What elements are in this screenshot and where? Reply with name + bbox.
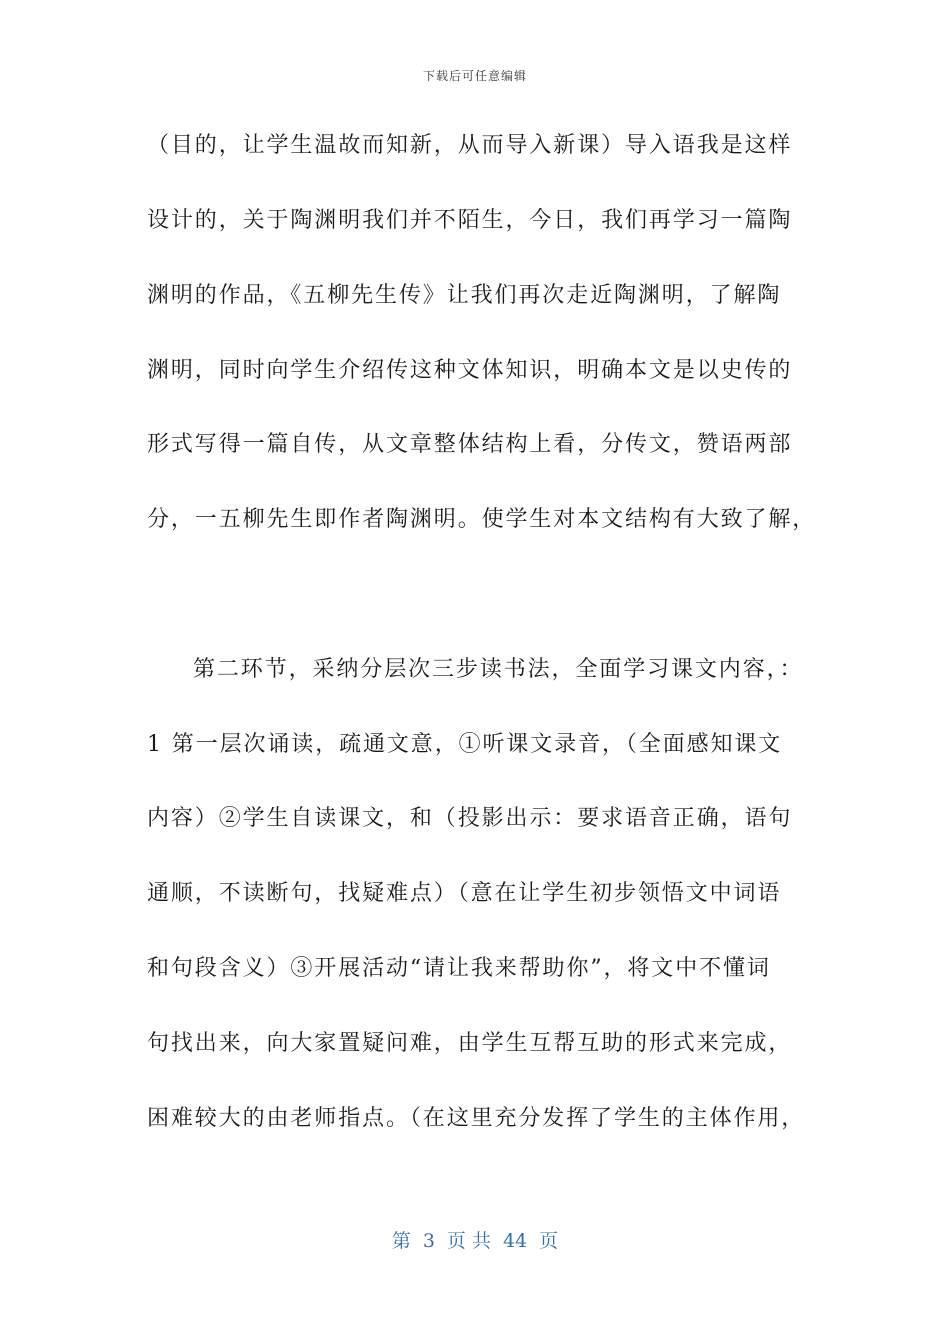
text-line: 设计的，关于陶渊明我们并不陌生，今日，我们再学习一篇陶 (147, 208, 793, 233)
page-footer (0, 1226, 950, 1253)
current-page-number: 3 (422, 1230, 435, 1252)
text-line: 通顺，不读断句，找疑难点）（意在让学生初步领悟文中词语 (147, 881, 782, 906)
footer-middle: 页 共 (446, 1230, 491, 1252)
text-line: 1 第一层次诵读，疏通文意，①听课文录音，（全面感知课文 (147, 732, 783, 757)
footer-suffix: 页 (539, 1230, 559, 1252)
text-line: 第二环节，采纳分层次三步读书法，全面学习课文内容，： (193, 657, 804, 682)
footer-prefix: 第 (391, 1230, 411, 1252)
text-line: 分，一五柳先生即作者陶渊明。使学生对本文结构有大致了解， (147, 507, 817, 532)
text-line: 内容）②学生自读课文，和（投影出示：要求语音正确，语句 (147, 806, 793, 831)
page-header: 下载后可任意编辑 (422, 69, 527, 83)
text-line: 和句段含义）③开展活动“请让我来帮助你”，将文中不懂词 (147, 956, 771, 981)
text-line: 句找出来，向大家置疑问难，由学生互帮互助的形式来完成， (147, 1031, 793, 1056)
text-line: 形式写得一篇自传，从文章整体结构上看，分传文，赞语两部 (147, 432, 793, 457)
text-line: 困难较大的由老师指点。（在这里充分发挥了学生的主体作用， (147, 1106, 806, 1131)
text-line: 渊明，同时向学生介绍传这种文体知识，明确本文是以史传的 (147, 358, 793, 383)
total-pages-number: 44 (502, 1230, 528, 1252)
text-line: （目的，让学生温故而知新，从而导入新课）导入语我是这样 (147, 133, 793, 158)
text-line: 渊明的作品，《五柳先生传》让我们再次走近陶渊明，了解陶 (147, 283, 782, 308)
